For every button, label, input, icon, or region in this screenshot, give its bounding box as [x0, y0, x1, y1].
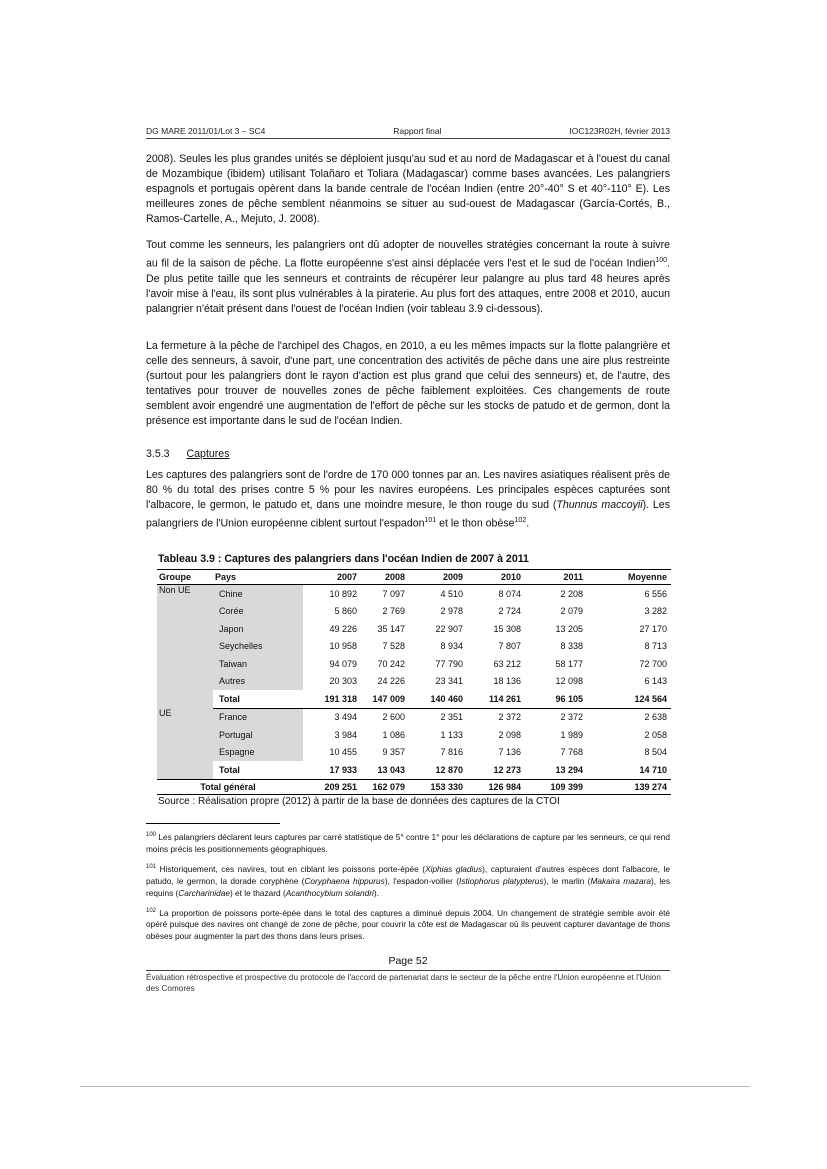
value-cell: 7 768: [560, 747, 583, 758]
value-cell: 6 143: [644, 676, 667, 687]
table-row: [157, 620, 671, 638]
subtotal-value: 191 318: [303, 690, 361, 708]
footnote-100: $^{100}$ Les palangriers déclarent leurs captures par carré statistique de 5° contre 1° pour les déclarations de capture par les senneurs, ce qui rend moins précis les positionnements géographiques.: [146, 831, 670, 854]
section-heading: [146, 448, 230, 460]
header-2009: 2009: [409, 570, 467, 585]
country-cell: Corée: [213, 603, 303, 621]
grand-total-label: Total général: [157, 779, 303, 794]
footnote-ref-100: 100: [655, 257, 668, 264]
value-cell: 72 700: [639, 658, 667, 669]
value-cell: 94 079: [329, 658, 357, 669]
subtotal-value: 124 564: [587, 690, 671, 708]
captures-table: [157, 569, 671, 795]
country-cell: Japon: [213, 620, 303, 638]
subtotal-row: [157, 761, 671, 779]
value-cell: 8 074: [498, 588, 521, 599]
header-left: DG MARE 2011/01/Lot 3 – SC4: [146, 126, 266, 136]
group-non-ue: Non UE: [157, 585, 213, 709]
value-cell: 20 303: [329, 676, 357, 687]
value-cell: 7 528: [382, 641, 405, 652]
subtotal-value: 13 043: [361, 761, 409, 779]
header-2011: 2011: [525, 570, 587, 585]
value-cell: 4 510: [440, 588, 463, 599]
value-cell: 8 934: [440, 641, 463, 652]
subtotal-value: 114 261: [467, 690, 525, 708]
value-cell: 63 212: [493, 658, 521, 669]
grand-total-row: [157, 779, 671, 794]
subtotal-value: 147 009: [361, 690, 409, 708]
value-cell: 23 341: [435, 676, 463, 687]
subtotal-value: 14 710: [587, 761, 671, 779]
group-ue: UE: [157, 708, 213, 779]
footer-divider: [146, 970, 670, 971]
subtotal-value: 140 460: [409, 690, 467, 708]
section-number: 3.5.3: [146, 448, 170, 460]
value-cell: 10 958: [329, 641, 357, 652]
subtotal-value: 12 273: [467, 761, 525, 779]
section-title: Captures: [186, 448, 230, 460]
header-pays: Pays: [213, 570, 303, 585]
value-cell: 70 242: [377, 658, 405, 669]
value-cell: 2 372: [498, 712, 521, 723]
grand-total-value: 209 251: [303, 779, 361, 794]
value-cell: 3 494: [334, 712, 357, 723]
country-cell: Taiwan: [213, 655, 303, 673]
value-cell: 58 177: [555, 658, 583, 669]
footnote-ref-102: 102: [514, 517, 527, 524]
value-cell: 7 097: [382, 588, 405, 599]
footnotes: [146, 829, 670, 948]
value-cell: 2 638: [644, 712, 667, 723]
value-cell: 8 338: [560, 641, 583, 652]
value-cell: 2 098: [498, 729, 521, 740]
table-row: [157, 585, 671, 603]
subtotal-label: Total: [213, 690, 303, 708]
subtotal-label: Total: [213, 761, 303, 779]
grand-total-value: 109 399: [525, 779, 587, 794]
country-cell: Autres: [213, 673, 303, 691]
page-header: [146, 126, 670, 139]
table-row: [157, 603, 671, 621]
subtotal-value: 17 933: [303, 761, 361, 779]
table-row: [157, 673, 671, 691]
header-2010: 2010: [467, 570, 525, 585]
value-cell: 8 713: [644, 641, 667, 652]
grand-total-value: 153 330: [409, 779, 467, 794]
value-cell: 2 724: [498, 606, 521, 617]
value-cell: 15 308: [493, 623, 521, 634]
value-cell: 8 504: [644, 747, 667, 758]
value-cell: 6 556: [644, 588, 667, 599]
value-cell: 10 892: [329, 588, 357, 599]
table-row: [157, 726, 671, 744]
value-cell: 2 351: [440, 712, 463, 723]
table-title: Tableau 3.9 : Captures des palangriers dans l'océan Indien de 2007 à 2011: [158, 553, 529, 565]
footnote-ref-101: 101: [424, 517, 437, 524]
subtotal-row: [157, 690, 671, 708]
value-cell: 77 790: [435, 658, 463, 669]
subtotal-value: 13 294: [525, 761, 587, 779]
value-cell: 7 807: [498, 641, 521, 652]
value-cell: 24 226: [377, 676, 405, 687]
value-cell: 9 357: [382, 747, 405, 758]
value-cell: 1 989: [560, 729, 583, 740]
footnote-102: $^{102}$ La proportion de poissons porte-épée dans le total des captures a diminué depuis 2004. Un changement de stratégie semble avoir été opéré puisque des navires ont changé de zone de pêche, pour couvrir la côte est de Madagascar où ils peuvent capturer davantage de thons obèses pour augmenter la part des thons dans leurs prises.: [146, 907, 670, 942]
header-center: Rapport final: [393, 126, 442, 136]
value-cell: 27 170: [639, 623, 667, 634]
value-cell: 2 978: [440, 606, 463, 617]
page-footer: Évaluation rétrospective et prospective du protocole de l'accord de partenariat dans le secteur de la pêche entre l'Union européenne et l'Union des Comores: [146, 973, 661, 993]
table-row: [157, 744, 671, 762]
paragraph-3: La fermeture à la pêche de l'archipel des Chagos, en 2010, a eu les mêmes impacts sur la flotte palangrière et celle des senneurs, à savoir, d'une part, une concentration des activités de pêche dans une aire plus restreinte (surtout pour les palangriers dont le rayon d'action est plus grand que celui des senneurs) et, de l'autre, des tentatives pour trouver de nouvelles zones de pêche faiblement exploitées. Ces changements de route semblent avoir engendré une augmentation de l'effort de pêche sur les stocks de patudo et de germon, dont la présence est importante dans le sud de l'océan Indien.: [146, 340, 670, 427]
paragraph-1: 2008). Seules les plus grandes unités se déploient jusqu'au sud et au nord de Madagascar et à l'ouest du canal de Mozambique (ibidem) utilisant Tolañaro et Toliara (Madagascar) comme bases avancées. Les palangriers espagnols et portugais opèrent dans la bande centrale de l'océan Indien (entre 20°-40° S et 40°-110° E). Les meilleures zones de pêche semblent néanmoins se situer au sud-ouest de Madagascar (García-Cortés, B., Ramos-Cartelle, A., Mejuto, J. 2008).: [146, 153, 670, 225]
country-cell: Portugal: [213, 726, 303, 744]
grand-total-value: 162 079: [361, 779, 409, 794]
grand-total-value: 139 274: [587, 779, 671, 794]
country-cell: Seychelles: [213, 638, 303, 656]
footnote-divider: [146, 823, 280, 824]
paragraph-4: Les captures des palangriers sont de l'ordre de 170 000 tonnes par an. Les navires asiatiques réalisent près de 80 % du total des prises contre 5 % pour les navires européens. Les principales espèces capturées sont l'albacore, le germon, le patudo et, dans une moindre mesure, le thon rouge du sud (Thunnus maccoyii). Les palangriers de l'Union européenne ciblent surtout l'espadon$^{101}$ et le thon obèse$^{102}$.: [146, 469, 670, 530]
table-header-row: [157, 570, 671, 585]
country-cell: France: [213, 708, 303, 726]
value-cell: 18 136: [493, 676, 521, 687]
header-moyenne: Moyenne: [587, 570, 671, 585]
header-2008: 2008: [361, 570, 409, 585]
value-cell: 22 907: [435, 623, 463, 634]
value-cell: 2 079: [560, 606, 583, 617]
paragraph-2: Tout comme les senneurs, les palangriers ont dû adopter de nouvelles stratégies concernant la route à suivre au fil de la saison de pêche. La flotte européenne s'est ainsi déplacée vers l'est et le sud de l'océan Indien$^{100}$. De plus petite taille que les senneurs et contraints de récupérer leur palangre au plus tard 48 heures après l'avoir mise à l'eau, ils sont plus vulnérables à la piraterie. Au plus fort des attaques, entre 2008 et 2010, aucun palangrier n'était présent dans l'ouest de l'océan Indien (voir tableau 3.9 ci-dessous).: [146, 239, 670, 315]
table-source: Source : Réalisation propre (2012) à partir de la base de données des captures de la CTOI: [158, 796, 560, 807]
value-cell: 1 133: [440, 729, 463, 740]
value-cell: 5 860: [334, 606, 357, 617]
table-row: [157, 638, 671, 656]
value-cell: 49 226: [329, 623, 357, 634]
table-row: [157, 708, 671, 726]
subtotal-value: 96 105: [525, 690, 587, 708]
country-cell: Espagne: [213, 744, 303, 762]
footnote-101: $^{101}$ Historiquement, ces navires, tout en ciblant les poissons porte-épée (Xiphias gladius), capturaient d'autres espèces dont l'albacore, le patudo, le germon, la dorade coryphène (Coryphaena hippurus), l'espadon-voilier (Istiophorus platypterus), le marlin (Makaira mazara), les requins (Carcharinidae) et le thazard (Acanthocybium solandri).: [146, 863, 671, 898]
country-cell: Chine: [213, 585, 303, 603]
value-cell: 2 058: [644, 729, 667, 740]
header-groupe: Groupe: [157, 570, 213, 585]
table-row: [157, 655, 671, 673]
value-cell: 2 372: [560, 712, 583, 723]
value-cell: 12 098: [555, 676, 583, 687]
page-bottom-divider: [80, 1086, 750, 1087]
value-cell: 13 205: [555, 623, 583, 634]
header-right: IOC123R02H, février 2013: [569, 126, 670, 136]
value-cell: 1 086: [382, 729, 405, 740]
value-cell: 7 816: [440, 747, 463, 758]
value-cell: 7 136: [498, 747, 521, 758]
value-cell: 3 282: [644, 606, 667, 617]
header-2007: 2007: [303, 570, 361, 585]
page-number: Page 52: [388, 955, 428, 967]
grand-total-value: 126 984: [467, 779, 525, 794]
subtotal-value: 12 870: [409, 761, 467, 779]
value-cell: 35 147: [377, 623, 405, 634]
value-cell: 2 769: [382, 606, 405, 617]
value-cell: 2 208: [560, 588, 583, 599]
value-cell: 10 455: [329, 747, 357, 758]
value-cell: 3 984: [334, 729, 357, 740]
value-cell: 2 600: [382, 712, 405, 723]
